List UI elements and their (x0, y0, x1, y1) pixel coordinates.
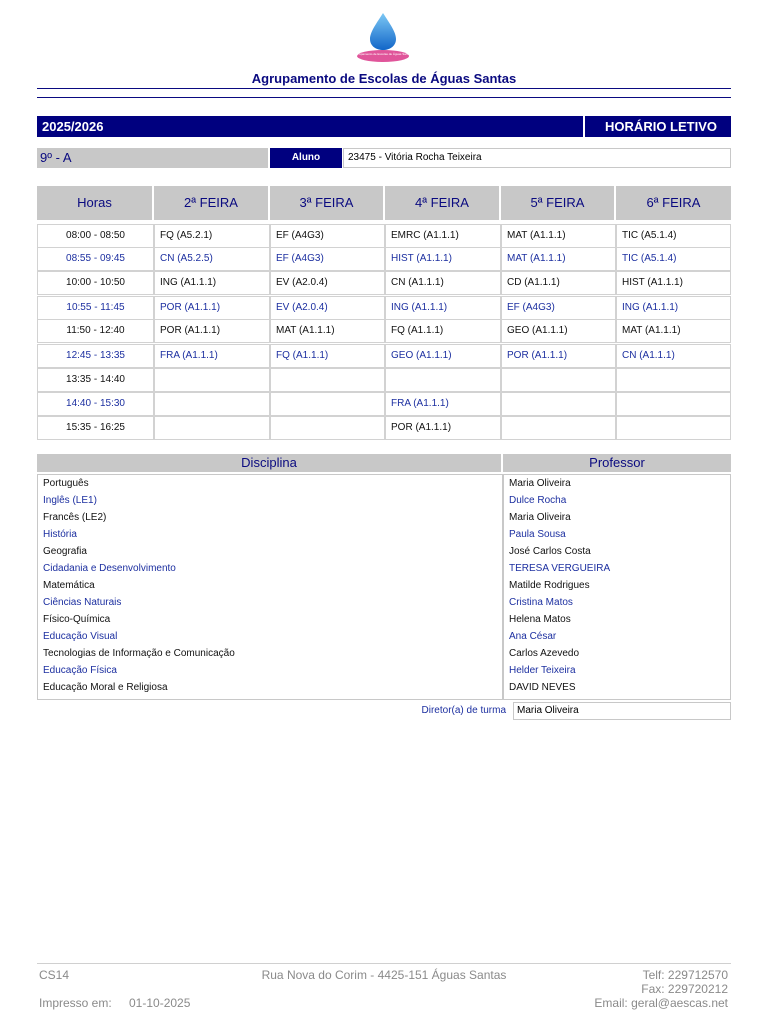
document-type: HORÁRIO LETIVO (585, 116, 731, 137)
timetable-cell: ING (A1.1.1) (385, 296, 501, 320)
timetable-cell (154, 368, 270, 392)
discipline-teacher: José Carlos Costa (509, 546, 591, 557)
timetable-hour: 10:55 - 11:45 (37, 296, 154, 320)
timetable-cell: FQ (A5.2.1) (154, 224, 270, 248)
school-name: Agrupamento de Escolas de Águas Santas (251, 71, 517, 86)
discipline-subject: História (43, 529, 77, 540)
discipline-subject: Matemática (43, 580, 95, 591)
timetable-cell: MAT (A1.1.1) (270, 319, 385, 343)
timetable-cell: HIST (A1.1.1) (616, 271, 731, 295)
timetable-cell: POR (A1.1.1) (154, 319, 270, 343)
footer-email: Email: geral@aescas.net (594, 996, 728, 1010)
timetable-cell (616, 368, 731, 392)
discipline-teacher: Maria Oliveira (509, 512, 571, 523)
footer-code: CS14 (39, 968, 70, 982)
timetable-hour: 11:50 - 12:40 (37, 319, 154, 343)
timetable-cell (616, 392, 731, 416)
discipline-teacher: Ana César (509, 631, 557, 642)
footer-fax: Fax: 229720212 (641, 982, 728, 996)
timetable-cell: FQ (A1.1.1) (270, 344, 385, 368)
discipline-subject: Francês (LE2) (43, 512, 107, 523)
timetable-header-friday: 6ª FEIRA (616, 186, 731, 220)
timetable-hour: 15:35 - 16:25 (37, 416, 154, 440)
discipline-teacher: Matilde Rodrigues (509, 580, 590, 591)
discipline-teacher: DAVID NEVES (509, 682, 576, 693)
timetable-cell: EMRC (A1.1.1) (385, 224, 501, 248)
discipline-teacher: TERESA VERGUEIRA (509, 563, 611, 574)
disciplines-teacher-list (509, 475, 727, 696)
footer-printed-label: Impresso em: (39, 996, 112, 1010)
timetable-cell (154, 392, 270, 416)
footer-printed-date: 01-10-2025 (129, 996, 191, 1010)
timetable-cell: EV (A2.0.4) (270, 296, 385, 320)
timetable-cell: CN (A5.2.5) (154, 247, 270, 271)
timetable-cell (270, 392, 385, 416)
timetable-cell: POR (A1.1.1) (501, 344, 616, 368)
timetable-cell: MAT (A1.1.1) (501, 247, 616, 271)
discipline-teacher: Maria Oliveira (509, 478, 571, 489)
timetable-cell (385, 368, 501, 392)
class-label: 9º - A (37, 148, 268, 168)
timetable-cell: TIC (A5.1.4) (616, 224, 731, 248)
timetable-cell (270, 416, 385, 440)
timetable-cell (616, 416, 731, 440)
discipline-subject: Português (43, 478, 89, 489)
discipline-teacher: Helder Teixeira (509, 665, 576, 676)
timetable-cell: GEO (A1.1.1) (501, 319, 616, 343)
timetable-hour: 13:35 - 14:40 (37, 368, 154, 392)
school-year: 2025/2026 (37, 116, 583, 137)
discipline-teacher: Paula Sousa (509, 529, 566, 540)
timetable-header-tuesday: 3ª FEIRA (270, 186, 383, 220)
discipline-teacher: Helena Matos (509, 614, 571, 625)
disciplines-header-subject: Disciplina (37, 454, 501, 472)
footer-phone: Telf: 229712570 (642, 968, 728, 982)
timetable-cell: TIC (A5.1.4) (616, 247, 731, 271)
footer-divider (37, 963, 731, 964)
timetable-hour: 08:00 - 08:50 (37, 224, 154, 248)
discipline-subject: Cidadania e Desenvolvimento (43, 563, 176, 574)
timetable-cell: CN (A1.1.1) (385, 271, 501, 295)
discipline-subject: Ciências Naturais (43, 597, 122, 608)
timetable-cell: CD (A1.1.1) (501, 271, 616, 295)
timetable-cell (501, 368, 616, 392)
divider (37, 88, 731, 89)
timetable-cell: POR (A1.1.1) (154, 296, 270, 320)
director-value: Maria Oliveira (513, 702, 731, 720)
discipline-teacher: Carlos Azevedo (509, 648, 580, 659)
disciplines-header-teacher: Professor (503, 454, 731, 472)
student-value: 23475 - Vitória Rocha Teixeira (343, 148, 731, 168)
timetable-header-wednesday: 4ª FEIRA (385, 186, 499, 220)
timetable-hour: 12:45 - 13:35 (37, 344, 154, 368)
timetable-header-thursday: 5ª FEIRA (501, 186, 614, 220)
discipline-subject: Físico-Química (43, 614, 111, 625)
discipline-teacher: Dulce Rocha (509, 495, 567, 506)
timetable-cell: EF (A4G3) (270, 247, 385, 271)
discipline-subject: Tecnologias de Informação e Comunicação (43, 648, 235, 659)
timetable-cell: HIST (A1.1.1) (385, 247, 501, 271)
timetable-cell: EF (A4G3) (270, 224, 385, 248)
timetable-cell: MAT (A1.1.1) (501, 224, 616, 248)
timetable-cell (501, 392, 616, 416)
timetable-cell: ING (A1.1.1) (154, 271, 270, 295)
discipline-subject: Educação Visual (43, 631, 118, 642)
timetable-cell: POR (A1.1.1) (385, 416, 501, 440)
timetable-cell (270, 368, 385, 392)
timetable-header-hours: Horas (37, 186, 152, 220)
timetable-cell: MAT (A1.1.1) (616, 319, 731, 343)
student-label: Aluno (270, 148, 342, 168)
timetable-hour: 10:00 - 10:50 (37, 271, 154, 295)
discipline-teacher: Cristina Matos (509, 597, 573, 608)
discipline-subject: Geografia (43, 546, 87, 557)
timetable-cell: EV (A2.0.4) (270, 271, 385, 295)
timetable-cell: FQ (A1.1.1) (385, 319, 501, 343)
school-logo (350, 10, 410, 64)
timetable-hour: 08:55 - 09:45 (37, 247, 154, 271)
timetable-cell (501, 416, 616, 440)
director-label: Diretor(a) de turma (421, 705, 506, 716)
disciplines-subject-list (43, 475, 498, 696)
timetable-cell: ING (A1.1.1) (616, 296, 731, 320)
footer-address: Rua Nova do Corim - 4425-151 Águas Santas (261, 968, 507, 982)
timetable-cell: CN (A1.1.1) (616, 344, 731, 368)
timetable-cell (154, 416, 270, 440)
timetable-cell: FRA (A1.1.1) (154, 344, 270, 368)
timetable-cell: GEO (A1.1.1) (385, 344, 501, 368)
discipline-subject: Educação Física (43, 665, 117, 676)
divider (37, 97, 731, 98)
timetable-cell: FRA (A1.1.1) (385, 392, 501, 416)
timetable-cell: EF (A4G3) (501, 296, 616, 320)
discipline-subject: Inglês (LE1) (43, 495, 97, 506)
timetable-header-monday: 2ª FEIRA (154, 186, 268, 220)
timetable-hour: 14:40 - 15:30 (37, 392, 154, 416)
discipline-subject: Educação Moral e Religiosa (43, 682, 168, 693)
logo-caption: Agrupamento de Escolas de Águas Santas (354, 52, 410, 56)
